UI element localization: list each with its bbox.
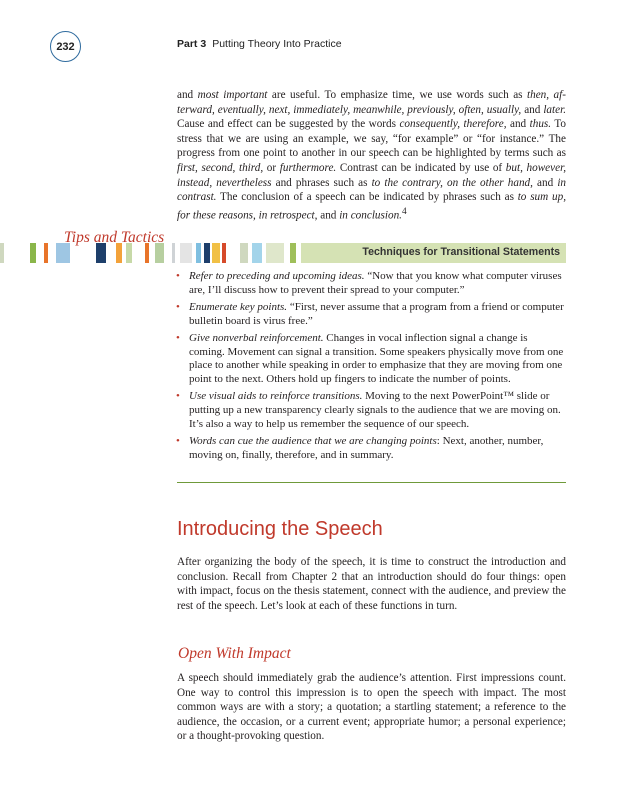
- stripe: [240, 243, 248, 263]
- subheading-open-with-impact: Open With Impact: [178, 645, 291, 662]
- tip-lead: Enumerate key points.: [189, 300, 288, 313]
- bullet-icon: •: [176, 390, 180, 403]
- section-divider: [177, 482, 566, 483]
- stripe: [212, 243, 220, 263]
- tip-item: [176, 270, 566, 298]
- running-head-part: Part 3: [177, 38, 207, 50]
- tips-list: [176, 270, 566, 466]
- tip-text: “First, never assume that a program from a friend or computer bulletin board is virus free.”: [189, 300, 564, 327]
- tips-bar-label: Techniques for Transitional Statements: [362, 246, 560, 258]
- stripe: [196, 243, 201, 263]
- tips-header-bar: [301, 243, 566, 263]
- stripe: [30, 243, 36, 263]
- page-number: 232: [50, 31, 81, 62]
- stripe: [180, 243, 192, 263]
- stripe: [44, 243, 48, 263]
- paragraph-introduction: After organizing the body of the speech, it is time to construct the introduction and conclusion. Recall from Chapter 2 that an introduction should do four things: open with impact, focus on the thesis statement, connect with the audience, and preview the rest of the speech. Let’s look at each of these functions in turn.: [177, 556, 566, 612]
- heading-introducing-the-speech: Introducing the Speech: [177, 518, 383, 540]
- stripe: [172, 243, 175, 263]
- tip-lead: Use visual aids to reinforce transitions.: [189, 390, 363, 403]
- stripe: [204, 243, 210, 263]
- tip-item: [176, 435, 566, 463]
- stripe: [222, 243, 226, 263]
- bullet-icon: •: [176, 270, 180, 282]
- bullet-icon: •: [176, 434, 180, 447]
- tip-item: [176, 332, 566, 388]
- tip-lead: Refer to preceding and upcoming ideas.: [189, 270, 365, 282]
- tips-section-title: Tips and Tactics: [64, 229, 165, 246]
- tip-text: Moving to the next PowerPoint™ slide or putting up a new transparency clearly signals to the audience that we are moving on. It’s also a way to help us remember the sequence of our speech.: [189, 390, 561, 431]
- stripe: [290, 243, 296, 263]
- bullet-icon: •: [176, 331, 180, 344]
- stripe: [0, 243, 4, 263]
- tip-item: [176, 301, 566, 329]
- running-head-title: Putting Theory Into Practice: [212, 38, 342, 50]
- tip-text: Changes in vocal inflection signal a change is coming. Movement can signal a transition. Some speakers physically move from one place to another while speaking in order to emphasize that they are moving from one point to the next. Others hold up fingers to indicate the number of points.: [189, 331, 564, 386]
- running-head: [177, 38, 342, 50]
- tip-item: [176, 390, 566, 432]
- tip-lead: Give nonverbal reinforcement.: [189, 331, 324, 344]
- stripe: [252, 243, 262, 263]
- tip-text: “Now that you know what computer viruses are, I’ll discuss how to prevent their spread to your computer.”: [189, 270, 562, 296]
- tip-text: : Next, another, number, moving on, finally, therefore, and in summary.: [189, 434, 544, 461]
- stripe: [266, 243, 284, 263]
- paragraph-open-with-impact: A speech should immediately grab the audience’s attention. First impressions count. One way to control this impression is to open the speech with impact. The most common ways are with a story; a quotation; a startling statement; a reference to the audience, the occasion, or a current event; appropriate humor; a personal experience; or a thought-provoking question.: [177, 672, 566, 743]
- tip-lead: Words can cue the audience that we are changing points: [189, 434, 437, 447]
- bullet-icon: •: [176, 300, 180, 313]
- paragraph-transitions: and most important are useful. To emphasize time, we use words such as then, af-terward, eventually, next, immediately, meanwhile, previously, often, usually, and later. Cause and effect can be suggested by the words consequently, therefore, and thus. To stress that we are using an example, we say, “for example” or “for instance.” The progress from one point to another in our speech can be highlighted by terms such as first, second, third, or furthermore. Contrast can be indicated by use of but, however, instead, nevertheless and phrases such as to the contrary, on the other hand, and in contrast. The conclusion of a speech can be indicated by phrases such as to sum up, for these reasons, in retrospect, and in conclusion.$^4$: [177, 89, 567, 222]
